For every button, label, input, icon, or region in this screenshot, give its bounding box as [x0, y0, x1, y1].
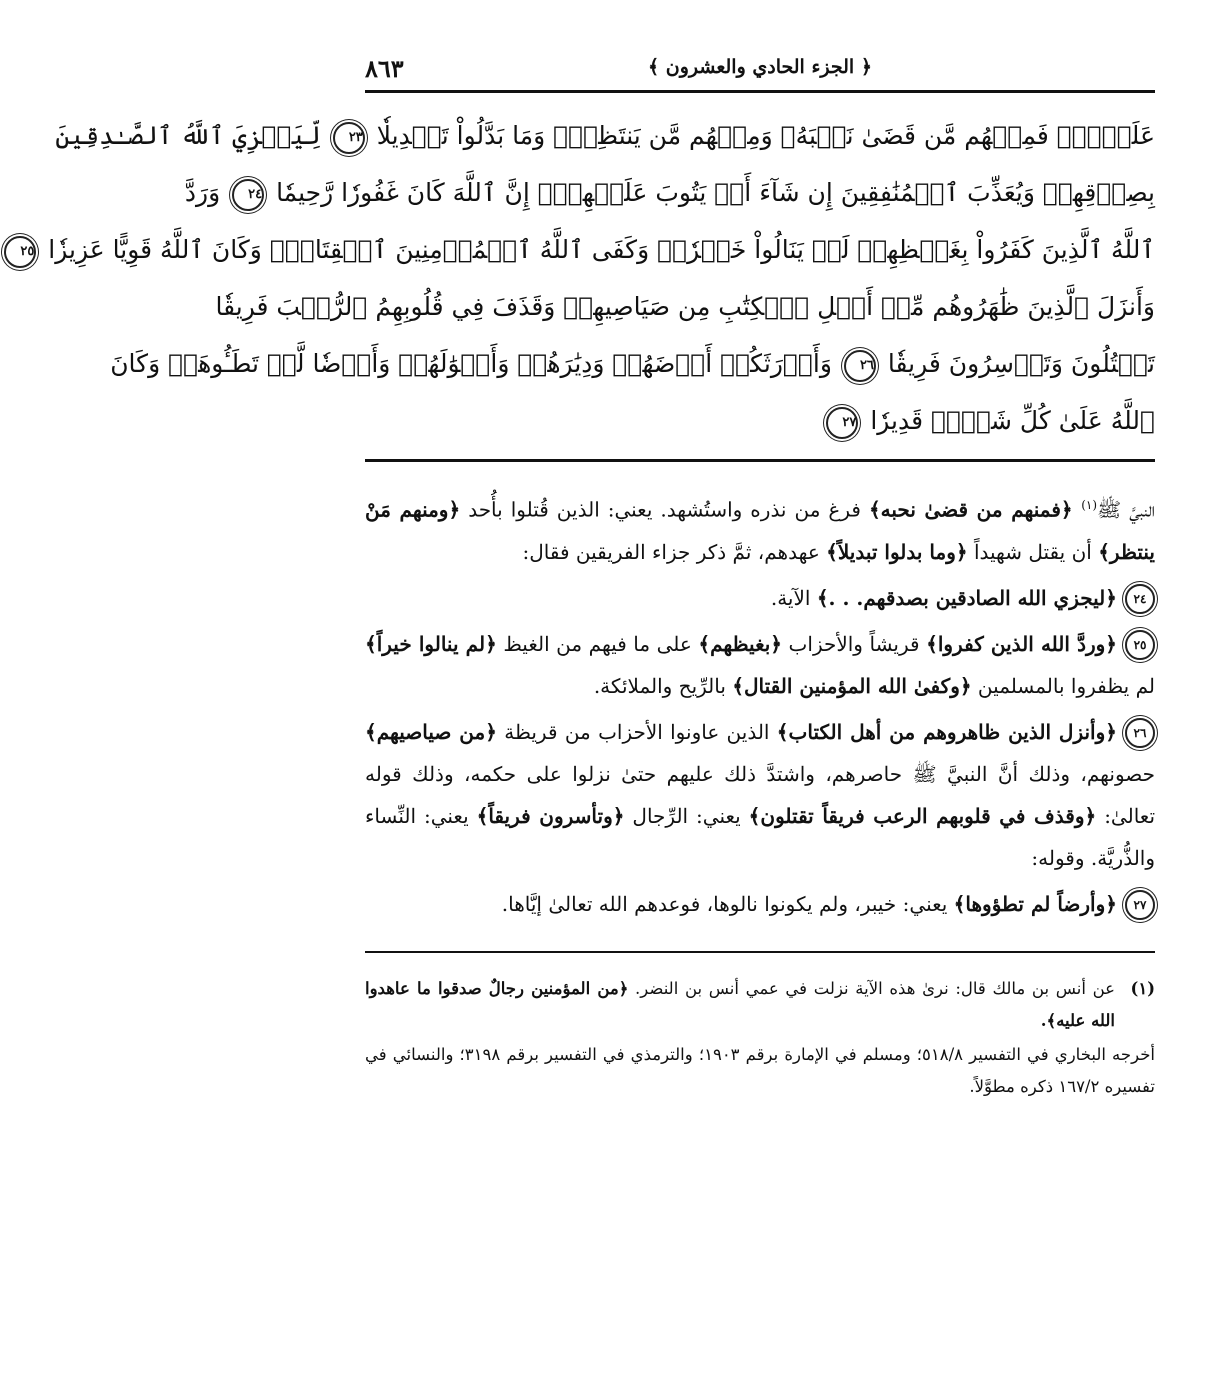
footnote	[365, 973, 1155, 1103]
footnote-source: أخرجه البخاري في التفسير ٥١٨/٨؛ ومسلم في الإمارة برقم ١٩٠٣؛ والترمذي في التفسير برقم ٣١٩٨؛ والنسائي في تفسيره ١٦٧/٢ ذكره مطوَّلاً.	[365, 1044, 1155, 1096]
verse-number-marker: ٢٧	[1125, 890, 1155, 920]
commentary-text: النبيَّ ﷺ	[1097, 497, 1155, 522]
ayah-number-marker: ٢٥	[4, 236, 36, 268]
commentary-text: بالرِّيح والملائكة.	[593, 673, 733, 698]
commentary-text: قريشاً والأحزاب	[782, 631, 927, 656]
commentary-block	[365, 462, 1155, 953]
quoted-verse: ﴿لم ينالوا خيراً﴾	[365, 631, 497, 656]
commentary-text: عهدهم، ثمَّ ذكر جزاء الفريقين فقال:	[522, 539, 827, 564]
verse-number-marker: ٢٤	[1125, 584, 1155, 614]
quoted-verse: ﴿فمنهم من قضىٰ نحبه﴾	[868, 497, 1082, 522]
quran-verse-text: ٱللَّهُ ٱلَّذِينَ كَفَرُواْ بِغَيۡظِهِمۡ لَمۡ يَنَالُواْ خَيۡرٗاۚ وَكَفَى ٱللَّهُ ٱلۡمُؤۡمِنِينَ ٱلۡقِتَالَۚ وَكَانَ ٱللَّهُ قَوِيًّا عَزِيزٗا	[48, 235, 1155, 264]
footnote-text	[365, 973, 1115, 1037]
commentary-verse-paragraph	[365, 577, 1155, 619]
quoted-verse: ﴿من المؤمنين رجالٌ صدقوا ما عاهدوا الله عليه﴾.	[365, 978, 1115, 1030]
commentary-text: لم يظفروا بالمسلمين	[971, 673, 1155, 698]
quran-verse-text: ٱللَّهُ عَلَىٰ كُلِّ شَيۡءٖ قَدِيرٗا	[870, 406, 1155, 435]
quran-line	[110, 335, 1155, 392]
quoted-verse: ﴿وأنزل الذين ظاهروهم من أهل الكتاب﴾	[776, 719, 1117, 744]
footnote-sentence: عن أنس بن مالك قال: نرىٰ هذه الآية نزلت في عمي أنس بن النضر.	[628, 978, 1115, 998]
commentary-paragraph	[365, 484, 1155, 573]
quran-verse-text: بِصِدۡقِهِمۡ وَيُعَذِّبَ ٱلۡمُنَٰفِقِينَ إِن شَآءَ أَوۡ يَتُوبَ عَلَيۡهِمۡۚ إِنَّ ٱللَّهَ كَانَ غَفُورٗا رَّحِيمٗا	[276, 178, 1155, 207]
footnote-number: (١)	[1130, 978, 1155, 998]
quran-line	[365, 392, 1155, 449]
ayah-number-marker: ٢٦	[844, 350, 876, 382]
quoted-verse: ﴿وردَّ الله الذين كفروا﴾	[926, 631, 1118, 656]
quran-verse-text: وَأَنزَلَ ٱلَّذِينَ ظَٰهَرُوهُم مِّنۡ أَهۡلِ ٱلۡكِتَٰبِ مِن صَيَاصِيهِمۡ وَقَذَفَ فِي قُلُوبِهِمُ ٱلرُّعۡبَ فَرِيقٗا	[215, 292, 1155, 321]
commentary-verse-paragraph	[365, 711, 1155, 879]
quran-line	[20, 221, 1155, 278]
footnote-first-entry	[365, 973, 1155, 1037]
page-number: ٨٦٣	[365, 54, 404, 83]
commentary-text: يعني: النِّساء والذُّريَّة. وقوله:	[365, 803, 1155, 870]
verse-number-marker: ٢٥	[1125, 630, 1155, 660]
quoted-verse: ﴿وتأسرون فريقاً﴾	[476, 803, 625, 828]
quoted-verse: ﴿وقذف في قلوبهم الرعب فريقاً تقتلون﴾	[748, 803, 1097, 828]
verse-number-marker: ٢٦	[1125, 718, 1155, 748]
quoted-verse: ﴿ومنهم مَنْ ينتظر﴾	[365, 497, 1155, 564]
quoted-verse: ﴿ليجزي الله الصادقين بصدقهم. . .﴾	[816, 585, 1117, 610]
commentary-text: أن يقتل شهيداً	[967, 539, 1099, 564]
ayah-number-marker: ٢٤	[232, 179, 264, 211]
quran-line	[215, 278, 1155, 335]
ayah-number-marker: ٢٧	[826, 407, 858, 439]
quran-verse-text: عَلَيۡهِۖ فَمِنۡهُم مَّن قَضَىٰ نَحۡبَهُۥ وَمِنۡهُم مَّن يَنتَظِرُۖ وَمَا بَدَّلُواْ تَبۡدِيلٗا	[376, 121, 1155, 150]
quoted-verse: ﴿بغيظهم﴾	[698, 631, 783, 656]
page-header	[365, 44, 1155, 93]
quran-text-block	[20, 93, 1155, 462]
commentary-verse-paragraph	[365, 623, 1155, 707]
ayah-number-marker: ٢٣	[333, 122, 365, 154]
quran-line	[184, 164, 1155, 221]
quran-verse-text: لِّيَجۡزِيَ ٱللَّهُ ٱلصَّـٰدِقِينَ	[55, 121, 321, 150]
commentary-text: يعني: الرِّجال	[624, 803, 749, 828]
quoted-verse: ﴿وكفىٰ الله المؤمنين القتال﴾	[732, 673, 972, 698]
commentary-text: يعني: خيبر، ولم يكونوا نالوها، فوعدهم الله تعالىٰ إيَّاها.	[501, 891, 954, 916]
commentary-verse-paragraph	[365, 883, 1155, 925]
commentary-text: حصونهم، وذلك أنَّ النبيَّ ﷺ حاصرهم، واشتدَّ ذلك عليهم حتىٰ نزلوا على حكمه، وذلك قوله تعالىٰ:	[365, 761, 1156, 828]
commentary-text: فرغ من نذره واستُشهد. يعني: الذين قُتلوا بأُحد	[460, 497, 869, 522]
commentary-text: الذين عاونوا الأحزاب من قريظة	[496, 719, 777, 744]
quran-verse-text: وَأَوۡرَثَكُمۡ أَرۡضَهُمۡ وَدِيَٰرَهُمۡ وَأَمۡوَٰلَهُمۡ وَأَرۡضٗا لَّمۡ تَطَـُٔوهَاۚ وَكَانَ	[110, 349, 832, 378]
quoted-verse: ﴿من صياصيهم﴾	[365, 719, 497, 744]
running-title: ﴿ الجزء الحادي والعشرون ﴾	[648, 56, 872, 78]
commentary-text: على ما فيهم من الغيظ	[496, 631, 699, 656]
quoted-verse: ﴿وما بدلوا تبديلاً﴾	[826, 539, 968, 564]
footnote-reference[interactable]: (١)	[1081, 498, 1098, 512]
quran-line	[55, 107, 1155, 164]
quoted-verse: ﴿وأرضاً لم تطؤوها﴾	[953, 891, 1117, 916]
quran-verse-text: وَرَدَّ	[184, 178, 221, 207]
commentary-text: الآية.	[770, 585, 817, 610]
page	[20, 44, 1156, 1103]
quran-verse-text: تَقۡتُلُونَ وَتَأۡسِرُونَ فَرِيقٗا	[887, 349, 1155, 378]
